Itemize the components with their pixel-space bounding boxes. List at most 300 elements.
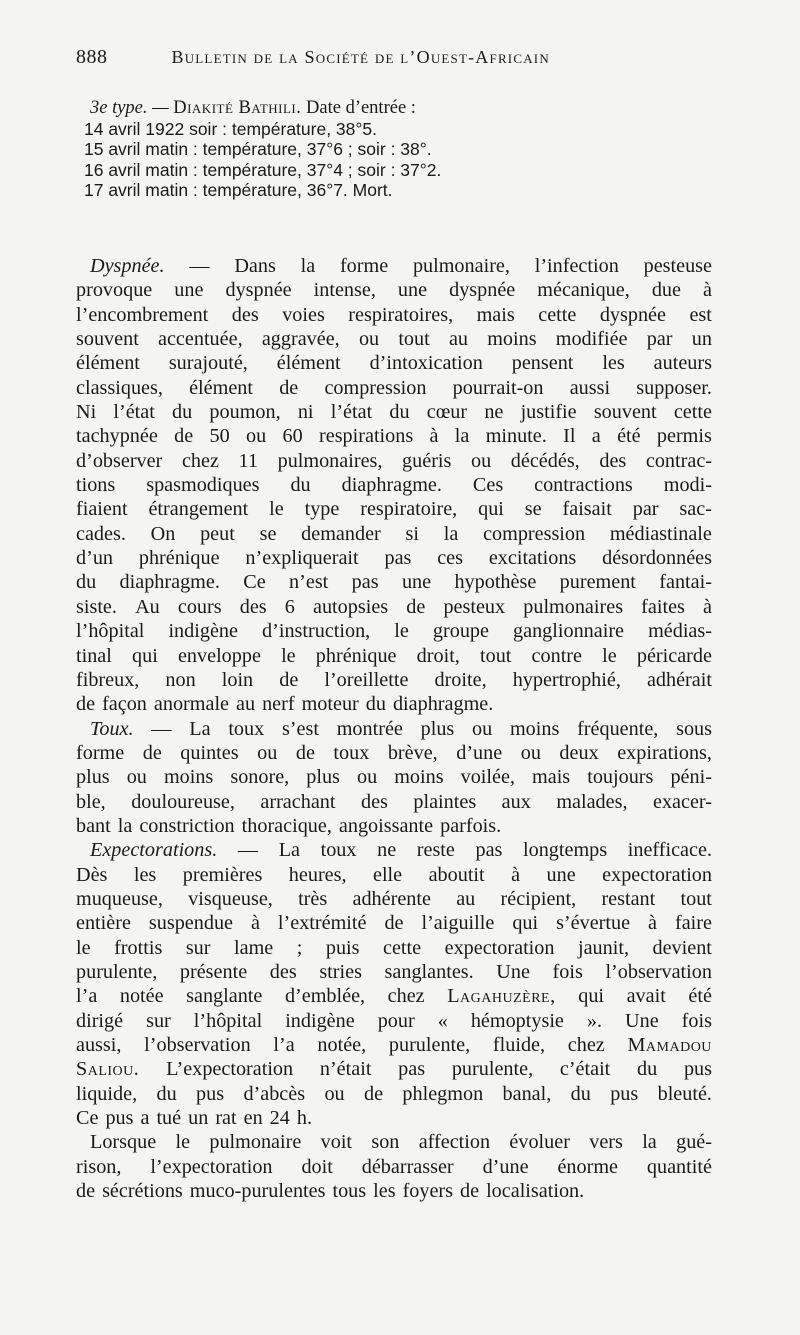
word: muco-purulentes xyxy=(189,1180,326,1203)
word: qui xyxy=(512,912,539,935)
word: — xyxy=(151,717,172,740)
word: élément xyxy=(189,376,253,399)
word: phrénique xyxy=(138,547,220,570)
word: moins xyxy=(509,717,560,740)
word: brève, xyxy=(387,741,438,764)
word: des xyxy=(599,449,627,472)
word: à xyxy=(648,912,657,935)
word: elle xyxy=(372,863,403,886)
word: purulente, xyxy=(76,960,158,983)
word: un xyxy=(188,1107,209,1130)
word: présente xyxy=(179,960,248,983)
word: ganglionnaire xyxy=(513,620,625,643)
word: ». xyxy=(586,1009,603,1032)
word: à xyxy=(511,863,521,886)
word: droite, xyxy=(434,668,487,691)
word: pus xyxy=(196,1082,225,1105)
word: respirations xyxy=(319,425,414,448)
text-line xyxy=(76,911,712,935)
word: sonore, xyxy=(230,766,290,789)
word: qui xyxy=(578,985,605,1008)
word: fiaient xyxy=(76,498,128,521)
word: groupe xyxy=(432,620,489,643)
page-number: 888 xyxy=(76,46,108,68)
word: du xyxy=(156,1082,177,1105)
word: d’intoxication xyxy=(369,352,483,375)
word: a xyxy=(591,425,601,448)
word: excitations xyxy=(488,547,577,570)
word: cœur xyxy=(426,401,468,424)
word: contrac- xyxy=(645,449,712,472)
word: auteurs xyxy=(653,352,712,375)
word: du xyxy=(290,474,311,497)
word: élément xyxy=(276,352,341,375)
word: ou xyxy=(324,1082,345,1105)
text-line xyxy=(76,1155,712,1179)
word: sur xyxy=(146,1009,171,1032)
word: voit xyxy=(320,1131,353,1154)
word: arrachant xyxy=(260,790,336,813)
word: l’extrémité xyxy=(277,912,367,935)
word: voies xyxy=(282,303,325,326)
word: sécrétions xyxy=(102,1180,183,1203)
text-line xyxy=(76,1130,712,1154)
word: ou xyxy=(257,741,278,764)
word: tout xyxy=(398,328,430,351)
text-line xyxy=(76,351,712,375)
text-line xyxy=(76,765,712,789)
word: faisait xyxy=(562,498,612,521)
word: — xyxy=(189,255,210,277)
word: 6 xyxy=(284,595,295,618)
word: du xyxy=(76,571,97,594)
word: l’expectoration xyxy=(150,1155,273,1178)
word: premières xyxy=(182,863,263,886)
word: adhérente xyxy=(352,887,431,910)
word: Mamadou xyxy=(627,1034,712,1056)
word: jaunit, xyxy=(577,936,629,959)
word: ou xyxy=(471,449,492,472)
word: Dès xyxy=(76,863,108,886)
word: heures, xyxy=(288,863,347,886)
word: la xyxy=(454,425,470,448)
word: bleuté. xyxy=(657,1082,712,1105)
word: constriction xyxy=(139,814,235,837)
word: plus xyxy=(420,717,455,740)
word: modi- xyxy=(663,474,712,497)
word: l’observation xyxy=(144,1034,251,1056)
word: siste. xyxy=(76,595,117,618)
text-line xyxy=(76,1009,712,1033)
word: une xyxy=(401,571,432,594)
word: nerf xyxy=(262,693,295,716)
word: les xyxy=(133,863,157,886)
text-line xyxy=(76,838,712,862)
word: quantité xyxy=(646,1155,712,1178)
word: quintes xyxy=(180,741,239,764)
word: d’une xyxy=(482,1155,529,1178)
word: ni xyxy=(297,401,314,424)
word: par xyxy=(632,498,659,521)
word: si xyxy=(405,522,419,545)
word: fibreux, xyxy=(76,668,140,691)
word: respiratoire, xyxy=(360,498,458,521)
word: été xyxy=(617,425,641,448)
word: accentuée, xyxy=(158,328,243,351)
word: intense, xyxy=(313,279,376,302)
word: ces xyxy=(437,547,463,570)
word: de xyxy=(76,693,96,716)
word: toujours xyxy=(587,766,654,789)
word: liquide, xyxy=(76,1082,138,1105)
word: souvent xyxy=(593,401,657,424)
word: fois xyxy=(681,1009,712,1032)
word: le xyxy=(602,644,617,667)
word: de xyxy=(460,1180,480,1203)
word: de xyxy=(142,741,162,764)
word: tinal xyxy=(76,644,112,667)
word: plus xyxy=(306,766,340,789)
word: le xyxy=(394,620,409,643)
word: compression xyxy=(324,376,427,399)
word: enveloppe xyxy=(177,644,261,667)
word: purulente, xyxy=(451,1058,534,1081)
word: l’aiguille xyxy=(421,912,495,935)
word: cours xyxy=(177,595,222,618)
word: l’oreillette xyxy=(324,668,409,691)
word: ou xyxy=(520,741,541,764)
word: pas xyxy=(475,839,503,862)
word: ou xyxy=(472,717,493,740)
word: ou xyxy=(356,766,378,789)
word: n’est xyxy=(289,571,329,594)
journal-title: Bulletin de la Société de l’Ouest-Africain xyxy=(171,47,550,67)
word: Une xyxy=(496,960,530,983)
text-line xyxy=(76,254,712,278)
word: qui xyxy=(478,498,504,521)
word: l’hôpital xyxy=(193,1009,263,1032)
text-line xyxy=(76,595,712,619)
word: sur xyxy=(185,936,211,959)
word: le xyxy=(76,936,91,959)
word: minute. xyxy=(485,425,547,448)
word: thoracique, xyxy=(241,814,332,837)
word: ; xyxy=(296,936,303,959)
word: pesteux xyxy=(443,595,506,618)
word: médias- xyxy=(648,620,712,643)
text-line xyxy=(76,1082,712,1106)
text-line xyxy=(76,692,712,716)
word: aux xyxy=(501,790,531,813)
word: de xyxy=(295,741,315,764)
word: pour xyxy=(377,1009,415,1032)
word: exacer- xyxy=(653,790,712,813)
word: le xyxy=(281,644,296,667)
word: faire xyxy=(674,912,712,935)
word: modifiée xyxy=(555,328,628,351)
word: moteur xyxy=(301,693,359,716)
word: droit, xyxy=(416,644,460,667)
word: Dyspnée. xyxy=(90,255,165,277)
word: montrée xyxy=(336,717,403,740)
case-heading xyxy=(90,98,684,119)
word: chez xyxy=(387,985,425,1008)
word: dyspnée xyxy=(449,279,516,302)
text-line xyxy=(76,449,712,473)
word: la xyxy=(443,522,459,545)
word: moins xyxy=(394,766,444,789)
word: Ce xyxy=(243,571,266,594)
word: du xyxy=(172,401,193,424)
word: stries xyxy=(319,960,362,983)
word: pulmonaire, xyxy=(412,255,510,277)
word: d’abcès xyxy=(243,1082,306,1105)
word: péni- xyxy=(670,766,712,789)
word: anormale xyxy=(153,693,230,716)
word: cette xyxy=(538,303,577,326)
word: du xyxy=(365,693,386,716)
word: « xyxy=(437,1009,448,1032)
word: des xyxy=(269,960,297,983)
word: toux xyxy=(320,839,357,862)
word: aboutit xyxy=(428,863,485,886)
word: La xyxy=(189,717,211,740)
word: Dans xyxy=(234,255,276,277)
word: les xyxy=(602,352,625,375)
word: par xyxy=(646,328,673,351)
word: phlegmon xyxy=(402,1082,484,1105)
word: reste xyxy=(416,839,455,862)
word: s’est xyxy=(281,717,319,740)
word: suspendue xyxy=(148,912,233,935)
word: gué- xyxy=(676,1131,712,1154)
word: énorme xyxy=(557,1155,618,1178)
word: pus xyxy=(610,1082,639,1105)
word: du xyxy=(570,1082,591,1105)
word: forme xyxy=(76,741,125,764)
word: élément xyxy=(76,352,140,375)
word: classiques, xyxy=(76,376,163,399)
word: dyspnée xyxy=(599,303,666,326)
word: hémoptysie xyxy=(470,1009,564,1032)
word: médiastinale xyxy=(609,522,712,545)
word: deux xyxy=(559,741,599,764)
case-record xyxy=(84,98,684,201)
word: d’instruction, xyxy=(262,620,371,643)
word: forme xyxy=(339,255,389,277)
word: s’évertue xyxy=(556,912,631,935)
text-line xyxy=(76,668,712,692)
word: foyers xyxy=(402,1180,454,1203)
word: moins xyxy=(487,328,537,351)
text-line xyxy=(76,327,712,351)
word: voilée, xyxy=(460,766,515,789)
word: l’encombrement xyxy=(76,303,209,326)
text-line xyxy=(76,717,712,741)
word: récipient, xyxy=(500,887,577,910)
word: d’observer xyxy=(76,449,163,472)
word: l’observation xyxy=(605,960,712,983)
word: tous xyxy=(332,1180,367,1203)
word: diaphragme. xyxy=(119,571,220,594)
word: rison, xyxy=(76,1155,122,1178)
word: Lorsque xyxy=(90,1131,157,1154)
word: hypertrophié, xyxy=(512,668,621,691)
word: inefficace. xyxy=(627,839,712,862)
word: respiratoires, xyxy=(348,303,454,326)
word: 24 xyxy=(269,1107,290,1130)
word: moins xyxy=(163,766,214,789)
text-line xyxy=(76,546,712,570)
word: qui xyxy=(132,644,158,667)
word: L’expectoration xyxy=(166,1058,294,1081)
word: spasmodiques xyxy=(146,474,260,497)
word: aussi xyxy=(569,376,611,399)
word: de xyxy=(406,595,426,618)
word: pensent xyxy=(511,352,574,375)
word: l’état xyxy=(113,401,155,424)
text-line xyxy=(76,497,712,521)
word: mécanique, xyxy=(537,279,630,302)
word: guéris xyxy=(402,449,452,472)
text-line xyxy=(76,644,712,668)
entry-date-label: Date d’entrée : xyxy=(301,98,416,118)
word: l’a xyxy=(76,985,98,1008)
word: lame xyxy=(234,936,274,959)
word: le xyxy=(175,1131,191,1154)
word: évoluer xyxy=(509,1131,570,1154)
text-line xyxy=(76,424,712,448)
word: été xyxy=(688,985,712,1008)
word: au xyxy=(236,693,256,716)
word: — xyxy=(237,839,259,862)
word: dyspnée xyxy=(225,279,292,302)
word: devient xyxy=(652,936,712,959)
word: frottis xyxy=(114,936,163,959)
patient-name: Diakité Bathili. xyxy=(173,98,302,118)
word: à xyxy=(250,912,260,935)
word: pourrait-on xyxy=(452,376,544,399)
text-line xyxy=(76,863,712,887)
word: Il xyxy=(563,425,576,448)
word: mais xyxy=(476,303,515,326)
word: sanglante xyxy=(186,985,263,1008)
word: contre xyxy=(531,644,582,667)
word: au xyxy=(456,887,476,910)
case-type-label: 3e type. — xyxy=(90,98,174,118)
word: compression xyxy=(483,522,586,545)
word: toux xyxy=(228,717,265,740)
word: se xyxy=(259,522,277,545)
text-line xyxy=(76,960,712,984)
word: d’une xyxy=(456,741,503,764)
word: diaphragme. xyxy=(392,693,494,716)
word: demander xyxy=(301,522,381,545)
word: dirigé xyxy=(76,1009,124,1032)
body-text xyxy=(76,254,712,1203)
word: de xyxy=(384,912,404,935)
text-line xyxy=(76,1179,712,1203)
word: fois xyxy=(552,960,583,983)
word: des xyxy=(231,303,259,326)
word: La xyxy=(278,839,300,862)
word: à xyxy=(703,595,712,618)
word: de xyxy=(364,1082,384,1105)
word: un xyxy=(691,328,712,351)
text-line xyxy=(76,619,712,643)
word: pas xyxy=(398,1058,426,1081)
word: chez xyxy=(567,1034,605,1056)
word: a xyxy=(140,1107,150,1130)
word: Ces xyxy=(472,474,504,497)
text-line xyxy=(76,1057,712,1081)
word: supposer. xyxy=(636,376,712,399)
word: adhérait xyxy=(646,668,712,691)
word: sous xyxy=(676,717,712,740)
word: longtemps xyxy=(523,839,608,862)
word: fluide, xyxy=(492,1034,546,1056)
word: douloureuse, xyxy=(131,790,235,813)
word: d’un xyxy=(76,547,114,570)
word: à xyxy=(703,279,712,302)
word: pas xyxy=(384,547,412,570)
word: de xyxy=(174,425,194,448)
word: ne xyxy=(377,839,397,862)
word: aussi, xyxy=(76,1034,122,1056)
word: sanglantes. xyxy=(384,960,474,983)
word: visqueuse, xyxy=(188,887,273,910)
word: pus xyxy=(105,1107,134,1130)
word: l’état xyxy=(330,401,373,424)
word: peut xyxy=(200,522,235,545)
text-line xyxy=(76,303,712,327)
word: la xyxy=(642,1131,657,1154)
text-line xyxy=(76,984,712,1008)
word: toux xyxy=(333,741,370,764)
word: poumon, xyxy=(209,401,281,424)
word: désordonnées xyxy=(602,547,712,570)
word: ou xyxy=(126,766,147,789)
word: souvent xyxy=(76,328,139,351)
word: justifie xyxy=(520,401,577,424)
word: puis xyxy=(325,936,360,959)
word: purulente, xyxy=(388,1034,471,1056)
text-line xyxy=(76,790,712,814)
word: l’hôpital xyxy=(76,620,145,643)
temperature-line: 16 avril matin : température, 37°4 ; soir : 37°2. xyxy=(84,159,442,180)
word: On xyxy=(150,522,176,545)
word: étrangement xyxy=(148,498,249,521)
word: en xyxy=(243,1107,263,1130)
word: l’infection xyxy=(534,255,619,277)
word: tout xyxy=(680,887,712,910)
running-head xyxy=(76,46,716,74)
word: expirations, xyxy=(617,741,712,764)
word: avait xyxy=(626,985,666,1008)
word: une xyxy=(546,863,576,886)
text-line xyxy=(76,814,712,838)
text-line xyxy=(76,887,712,911)
word: notée xyxy=(119,985,164,1008)
word: des xyxy=(239,595,267,618)
word: pas xyxy=(351,571,379,594)
word: loin xyxy=(221,668,254,691)
word: ou xyxy=(246,425,267,448)
word: banal, xyxy=(502,1082,552,1105)
word: expectoration xyxy=(602,863,712,886)
word: du xyxy=(637,1058,658,1081)
word: sac- xyxy=(679,498,712,521)
